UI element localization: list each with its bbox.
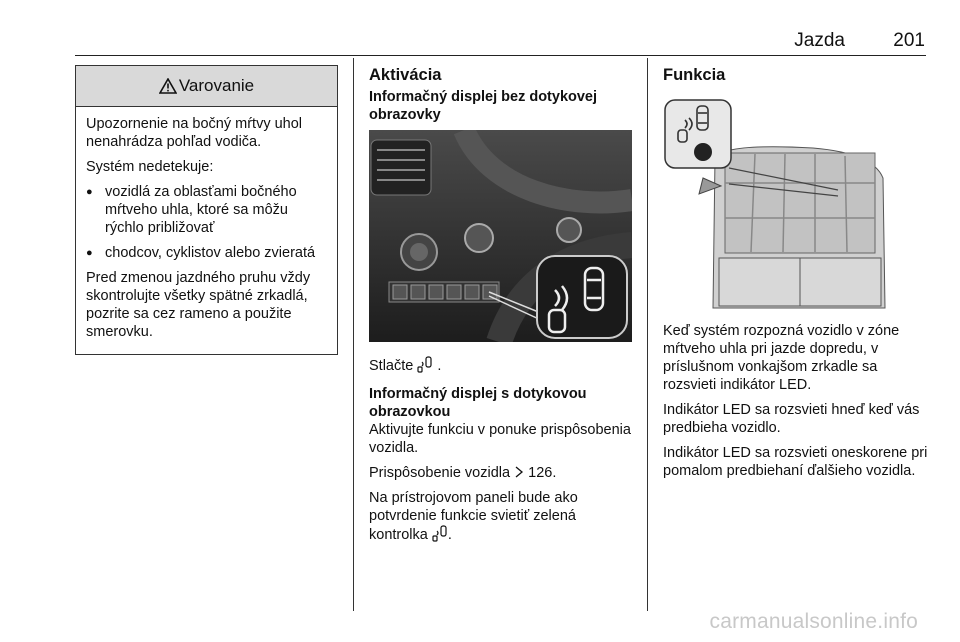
reference-text: Prispôsobenie vozidla — [369, 465, 511, 481]
side-blind-spot-icon — [417, 356, 433, 373]
function-column — [663, 66, 928, 487]
activation-paragraph: Aktivujte funkciu v ponuke prispôsobenia vozidla. — [369, 422, 631, 456]
press-instruction — [369, 356, 635, 375]
page-header — [75, 30, 925, 52]
function-paragraph: Indikátor LED sa rozsvieti oneskorene pri pomalom predbiehaní ďalšieho vozidla. — [663, 445, 928, 479]
warning-triangle-icon — [159, 78, 177, 94]
subheading-no-touch: Informačný displej bez dotykovej obrazovky — [369, 89, 598, 123]
side-blind-spot-icon — [432, 525, 448, 542]
reference-page: 126. — [528, 465, 557, 481]
activation-paragraph — [369, 489, 635, 544]
warning-box — [75, 65, 338, 355]
section-title: Jazda — [794, 30, 845, 51]
mirror-led-image — [663, 98, 926, 310]
warning-bullet: ● vozidlá za oblasťami bočného mŕtveho uhla, ktoré sa môžu rýchlo približovať — [86, 183, 327, 237]
warning-header — [76, 66, 337, 107]
function-heading: Funkcia — [663, 66, 726, 84]
header-rule — [75, 55, 926, 56]
subheading-touch: Informačný displej s dotykovou obrazovkou — [369, 386, 587, 420]
car-mirror-illustration — [663, 98, 926, 310]
period: . — [437, 358, 442, 374]
dashboard-illustration — [369, 130, 632, 342]
warning-paragraph: Pred zmenou jazdného pruhu vždy skontrolujte všetky spätné zrkadlá, pozrite sa cez rameno a použite smerovku. — [86, 270, 311, 340]
activation-heading: Aktivácia — [369, 66, 442, 84]
warning-bullet: ● chodcov, cyklistov alebo zvieratá — [86, 244, 327, 262]
dashboard-button-image — [369, 130, 632, 342]
watermark: carmanualsonline.info — [709, 610, 918, 633]
control-light-text: Na prístrojovom paneli bude ako potvrdenie funkcie svietiť zelená kontrolka — [369, 490, 578, 543]
period: . — [447, 527, 452, 543]
warning-title: Varovanie — [178, 76, 255, 95]
page-reference-icon — [514, 466, 524, 478]
activation-reference — [369, 464, 635, 482]
press-label: Stlačte — [369, 358, 414, 374]
function-paragraph: Keď systém rozpozná vozidlo v zóne mŕtveho uhla pri jazde dopredu, v príslušnom vonkajšom zrkadle sa rozsvieti indikátor LED. — [663, 323, 900, 393]
column-divider-2 — [647, 58, 648, 611]
warning-paragraph: Upozornenie na bočný mŕtvy uhol nenahrádza pohľad vodiča. — [86, 116, 303, 150]
warning-paragraph: Systém nedetekuje: — [86, 159, 214, 175]
page-number: 201 — [893, 30, 925, 51]
column-divider-1 — [353, 58, 354, 611]
function-paragraph: Indikátor LED sa rozsvieti hneď keď vás predbieha vozidlo. — [663, 402, 920, 436]
activation-column — [369, 66, 635, 551]
